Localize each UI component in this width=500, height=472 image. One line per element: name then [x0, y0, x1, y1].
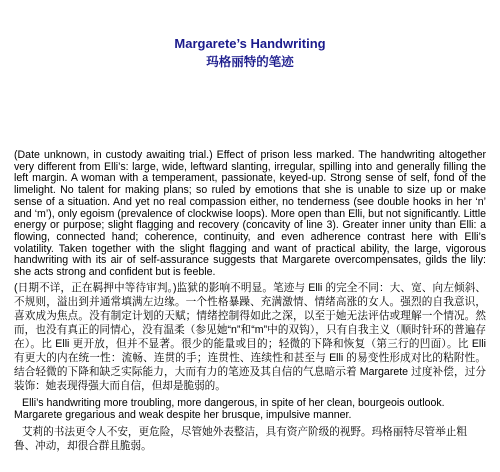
paragraph-english-main: (Date unknown, in custody awaiting trial.) Effect of prison less marked. The handwriting altogether very different from Elli’s: large, wide, leftward slanting, irregular, spilling into and generally filling the left margin. A woman with a temperament, passionate, keyed-up. Strong sense of self, fond of the limelight. No talent for making plans; so ruled by emotions that she is unable to size up or make sense of a situation. And yet no real compassion either, no tenderness (see double hooks in her ‘n’ and ‘m’), only egoism (prevalence of clockwise loops). More open than Elli, but not significantly. Little energy or purpose; slight flagging and recovery (concavity of line 3). Greater inner unity than Elli: a flowing, connected hand; coherence, continuity, and even adherence contrast here with Elli’s volatility. Taken together with the slight flagging and want of practical ability, the large, vigorous handwriting with its air of self-assurance suggests that Margarete overcompensates, gilds the lily: she acts strong and confident but is feeble. [14, 149, 486, 279]
title-chinese: 玛格丽特的笔迹 [206, 55, 294, 69]
paragraph-english-comparison: Elli’s handwriting more troubling, more dangerous, in spite of her clean, bourgeois outlook. Margarete gregarious and weak despite her brusque, impulsive manner. [14, 396, 445, 421]
paragraph-chinese-main: (日期不详，正在羁押中等待审判。)监狱的影响不明显。笔迹与 Elli 的完全不同：大、宽、向左倾斜、不规则，溢出到并通常填满左边缘。一个性格暴躁、充满激情、情绪高涨的女人。强烈的自我意识，喜欢成为焦点。没有制定计划的天赋；情绪控制得如此之深，以至于她无法评估或理解一个情况。然而，也没有真正的同情心，没有温柔（参见她“n”和“m”中的双钩），只有自我主义（顺时针环的普遍存在）。比 Elli 更开放，但并不显著。很少的能量或目的；轻微的下降和恢复（第三行的凹面）。比 Elli 有更大的内在统一性：流畅、连贯的手；连贯性、连续性和甚至与 Elli 的易变性形成对比的粘附性。结合轻微的下降和缺乏实际能力，大而有力的笔迹及其自信的气息暗示着 Margarete 过度补偿，过分装饰：她表现得强大而自信，但却是脆弱的。 [14, 281, 486, 392]
paragraph-chinese-comparison: 艾莉的书法更令人不安，更危险，尽管她外表整洁，具有资产阶级的视野。玛格丽特尽管举止粗鲁、冲动，却很合群且脆弱。 [14, 425, 467, 452]
title-english: Margarete’s Handwriting [174, 36, 326, 51]
